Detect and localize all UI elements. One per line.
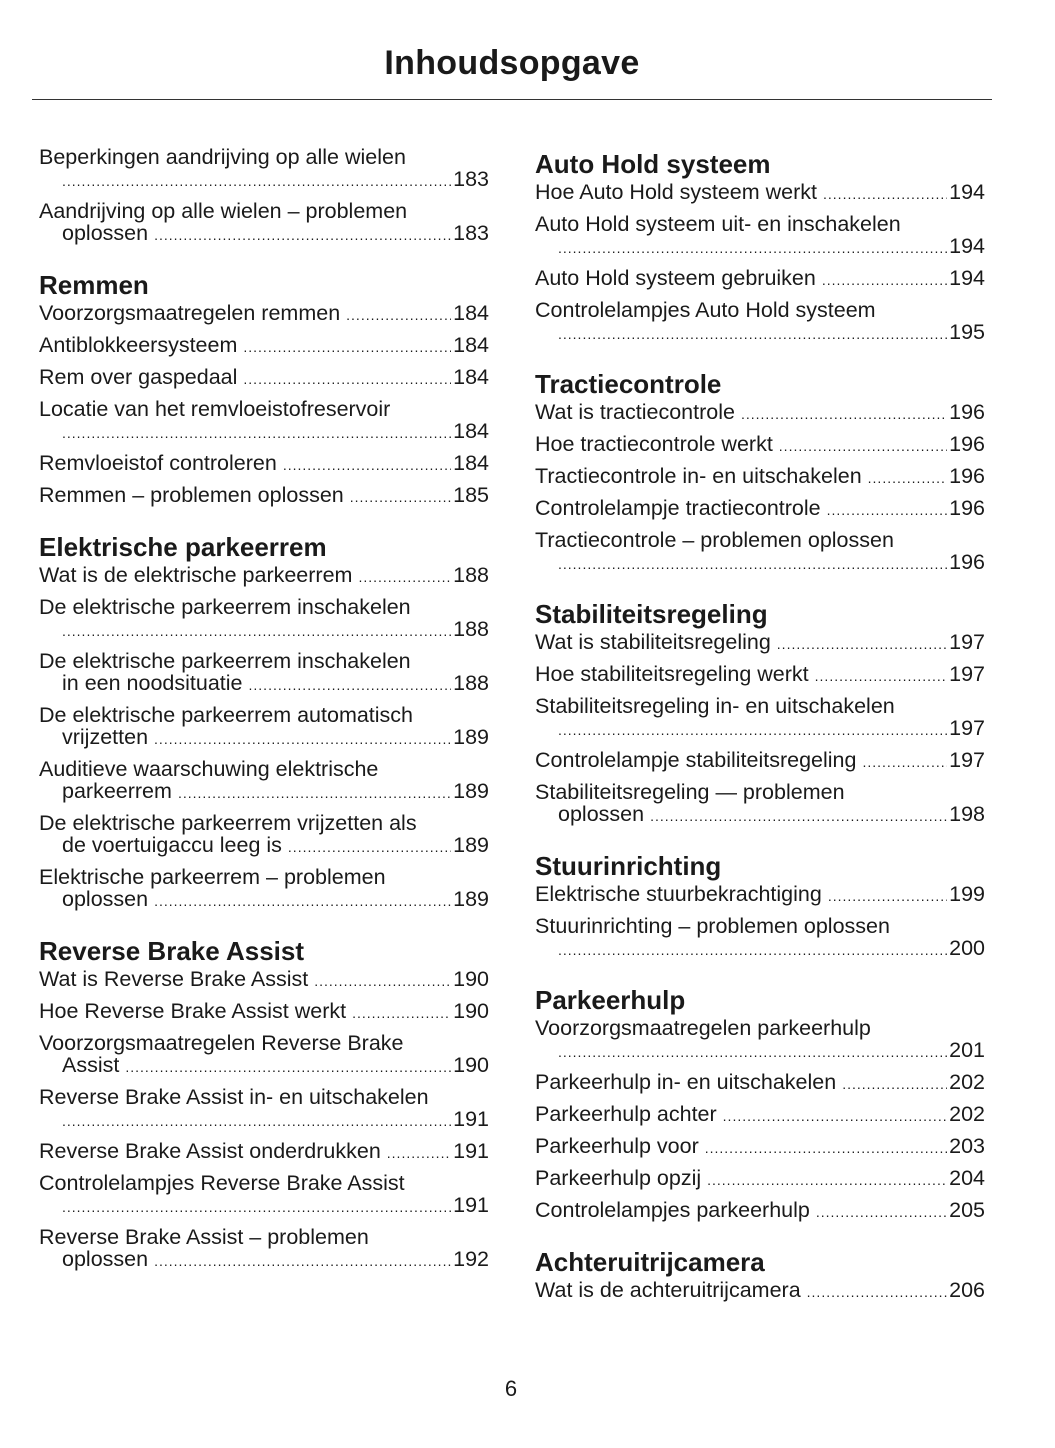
toc-column-left (39, 146, 489, 1280)
toc-entry-line (39, 222, 489, 246)
toc-entry[interactable] (39, 650, 489, 696)
dot-leader (154, 726, 451, 750)
dot-leader (723, 1103, 947, 1127)
page-ref[interactable]: 190 (453, 999, 489, 1023)
entry-title: Auditieve waarschuwing elektrische (39, 757, 379, 781)
toc-entry-line (535, 1039, 985, 1063)
dot-leader (558, 235, 947, 259)
toc-entry-line (39, 650, 489, 672)
toc-entry-line (39, 812, 489, 834)
entry-title: oplossen (62, 887, 149, 911)
toc-entry[interactable] (535, 1167, 985, 1191)
dot-leader (828, 883, 947, 907)
toc-entry-line (39, 968, 489, 992)
toc-entry[interactable] (535, 497, 985, 521)
entry-title: Assist (62, 1053, 120, 1077)
toc-entry-line (535, 1199, 985, 1223)
toc-entry[interactable] (535, 465, 985, 489)
dot-leader (816, 1199, 947, 1223)
dot-leader (288, 834, 451, 858)
page-ref[interactable]: 196 (949, 464, 985, 488)
dot-leader (558, 321, 947, 345)
toc-entry-line (39, 866, 489, 888)
page-ref[interactable]: 198 (949, 802, 985, 826)
toc-entry[interactable] (39, 866, 489, 912)
toc-entry[interactable] (535, 1135, 985, 1159)
toc-entry-line (535, 529, 985, 551)
section-heading: Tractiecontrole (535, 369, 722, 399)
toc-entry[interactable] (39, 366, 489, 390)
page-ref[interactable]: 183 (453, 167, 489, 191)
dot-leader (62, 1108, 451, 1132)
toc-entry[interactable] (39, 1226, 489, 1272)
dot-leader (283, 452, 451, 476)
toc-entry[interactable] (39, 564, 489, 588)
toc-entry-line (535, 497, 985, 521)
entry-title: Reverse Brake Assist in- en uitschakelen (39, 1085, 429, 1109)
dot-leader (862, 749, 947, 773)
entry-title: De elektrische parkeerrem automatisch (39, 703, 414, 727)
entry-title: vrijzetten (62, 725, 149, 749)
toc-entry[interactable] (39, 596, 489, 642)
entry-title: De elektrische parkeerrem inschakelen (39, 649, 411, 673)
entry-title: Stabiliteitsregeling — problemen (535, 780, 845, 804)
dot-leader (62, 1194, 451, 1218)
entry-title: Wat is stabiliteitsregeling (535, 630, 771, 654)
section-heading: Elektrische parkeerrem (39, 532, 327, 562)
entry-title: Elektrische stuurbekrachtiging (535, 882, 822, 906)
dot-leader (350, 484, 451, 508)
page-ref[interactable]: 183 (453, 221, 489, 245)
toc-entry-line (535, 663, 985, 687)
toc-entry-line (535, 695, 985, 717)
entry-title: in een noodsituatie (62, 671, 243, 695)
toc-entry[interactable] (39, 1172, 489, 1218)
page-ref[interactable]: 194 (949, 266, 985, 290)
toc-entry-line (535, 915, 985, 937)
section-heading: Stuurinrichting (535, 851, 722, 881)
dot-leader (823, 181, 947, 205)
toc-entry[interactable] (39, 1032, 489, 1078)
toc-entry-line (39, 1194, 489, 1218)
toc-entry-line (39, 596, 489, 618)
entry-title: Parkeerhulp opzij (535, 1166, 702, 1190)
entry-title: Wat is de achteruitrijcamera (535, 1278, 801, 1302)
toc-entry[interactable] (39, 398, 489, 444)
page-ref[interactable]: 199 (949, 882, 985, 906)
entry-title: Hoe stabiliteitsregeling werkt (535, 662, 809, 686)
toc-entry-line (39, 366, 489, 390)
dot-leader (777, 631, 947, 655)
toc-entry[interactable] (535, 433, 985, 457)
toc-column-right (535, 147, 985, 1311)
toc-entry[interactable] (535, 631, 985, 655)
toc-entry[interactable] (535, 213, 985, 259)
toc-entry-line (535, 803, 985, 827)
toc-entry[interactable] (535, 1103, 985, 1127)
toc-entry-line (39, 200, 489, 222)
toc-entry-line (535, 267, 985, 291)
dot-leader (822, 267, 947, 291)
toc-entry-line (535, 1135, 985, 1159)
entry-title: Controlelampjes parkeerhulp (535, 1198, 810, 1222)
toc-entry-line (39, 1226, 489, 1248)
toc-entry-line (535, 749, 985, 773)
page-ref[interactable]: 197 (949, 748, 985, 772)
toc-entry[interactable] (535, 781, 985, 827)
entry-title: Remmen – problemen oplossen (39, 483, 344, 507)
entry-title: oplossen (558, 802, 645, 826)
toc-entry-line (535, 465, 985, 489)
toc-entry-line (535, 551, 985, 575)
toc-entry[interactable] (39, 758, 489, 804)
page-ref[interactable]: 188 (453, 563, 489, 587)
toc-entry[interactable] (535, 1017, 985, 1063)
dot-leader (243, 366, 451, 390)
dot-leader (707, 1167, 947, 1191)
toc-entry-line (39, 758, 489, 780)
page-ref[interactable]: 196 (949, 400, 985, 424)
toc-entry-line (39, 1086, 489, 1108)
toc-entry-line (535, 1279, 985, 1303)
dot-leader (842, 1071, 947, 1095)
dot-leader (558, 551, 947, 575)
toc-entry-line (39, 334, 489, 358)
dot-leader (807, 1279, 947, 1303)
section-heading: Stabiliteitsregeling (535, 599, 768, 629)
entry-title: Controlelampjes Auto Hold systeem (535, 298, 876, 322)
toc-entry[interactable] (535, 695, 985, 741)
dot-leader (558, 937, 947, 961)
dot-leader (558, 1039, 947, 1063)
toc-entry[interactable] (535, 181, 985, 205)
entry-title: Stuurinrichting – problemen oplossen (535, 914, 890, 938)
toc-entry-line (39, 484, 489, 508)
page-number: 6 (504, 1376, 518, 1401)
page-ref[interactable]: 191 (453, 1139, 489, 1163)
entry-title: Parkeerhulp voor (535, 1134, 699, 1158)
section-heading: Parkeerhulp (535, 985, 686, 1015)
toc-entry[interactable] (39, 1086, 489, 1132)
entry-title: Parkeerhulp achter (535, 1102, 717, 1126)
toc-entry[interactable] (39, 452, 489, 476)
toc-entry-line (39, 1248, 489, 1272)
entry-title: Hoe Auto Hold systeem werkt (535, 180, 818, 204)
dot-leader (62, 618, 451, 642)
page-ref[interactable]: 194 (949, 180, 985, 204)
toc-entry[interactable] (39, 200, 489, 246)
page-ref[interactable]: 194 (949, 234, 985, 258)
page-ref[interactable]: 200 (949, 936, 985, 960)
page-ref[interactable]: 184 (453, 365, 489, 389)
page-ref[interactable]: 184 (453, 419, 489, 443)
toc-entry-line (535, 321, 985, 345)
page-ref[interactable]: 202 (949, 1102, 985, 1126)
dot-leader (352, 1000, 451, 1024)
dot-leader (125, 1054, 451, 1078)
toc-entry-line (39, 1032, 489, 1054)
section-heading: Achteruitrijcamera (535, 1247, 765, 1277)
toc-entry-line (39, 302, 489, 326)
toc-entry-line (39, 420, 489, 444)
toc-entry-line (535, 717, 985, 741)
toc-entry-line (535, 433, 985, 457)
entry-title: Controlelampjes Reverse Brake Assist (39, 1171, 405, 1195)
entry-title: Tractiecontrole – problemen oplossen (535, 528, 894, 552)
page-ref[interactable]: 191 (453, 1193, 489, 1217)
entry-title: Parkeerhulp in- en uitschakelen (535, 1070, 837, 1094)
toc-entry[interactable] (39, 334, 489, 358)
toc-entry-line (39, 564, 489, 588)
toc-entry[interactable] (39, 812, 489, 858)
entry-title: oplossen (62, 221, 149, 245)
toc-entry-line (535, 299, 985, 321)
entry-title: Voorzorgsmaatregelen parkeerhulp (535, 1016, 871, 1040)
toc-entry[interactable] (535, 749, 985, 773)
page-ref[interactable]: 201 (949, 1038, 985, 1062)
toc-entry-line (39, 146, 489, 168)
toc-entry[interactable] (39, 484, 489, 508)
entry-title: Controlelampje stabiliteitsregeling (535, 748, 857, 772)
entry-title: Hoe Reverse Brake Assist werkt (39, 999, 347, 1023)
dot-leader (779, 433, 947, 457)
dot-leader (868, 465, 947, 489)
section-heading: Auto Hold systeem (535, 149, 771, 179)
entry-title: Controlelampje tractiecontrole (535, 496, 821, 520)
page-title: Inhoudsopgave (384, 44, 640, 82)
page-ref[interactable]: 184 (453, 333, 489, 357)
page-ref[interactable]: 191 (453, 1107, 489, 1131)
entry-title: Tractiecontrole in- en uitschakelen (535, 464, 862, 488)
dot-leader (827, 497, 948, 521)
page-ref[interactable]: 196 (949, 496, 985, 520)
page-ref[interactable]: 190 (453, 1053, 489, 1077)
toc-entry[interactable] (39, 704, 489, 750)
toc-entry-line (535, 401, 985, 425)
entry-title: Aandrijving op alle wielen – problemen (39, 199, 408, 223)
toc-entry[interactable] (39, 968, 489, 992)
toc-entry-line (535, 213, 985, 235)
page-ref[interactable]: 184 (453, 301, 489, 325)
toc-entry[interactable] (535, 1199, 985, 1223)
dot-leader (358, 564, 451, 588)
toc-entry-line (39, 1000, 489, 1024)
entry-title: Wat is Reverse Brake Assist (39, 967, 309, 991)
toc-entry-line (535, 1071, 985, 1095)
dot-leader (178, 780, 451, 804)
toc-entry-line (535, 781, 985, 803)
dot-leader (815, 663, 947, 687)
section-heading: Remmen (39, 270, 149, 300)
toc-entry-line (39, 672, 489, 696)
toc-entry[interactable] (535, 915, 985, 961)
dot-leader (346, 302, 451, 326)
section-heading: Reverse Brake Assist (39, 936, 304, 966)
entry-title: Voorzorgsmaatregelen remmen (39, 301, 341, 325)
toc-entry[interactable] (535, 1279, 985, 1303)
page-ref[interactable]: 205 (949, 1198, 985, 1222)
entry-title: Remvloeistof controleren (39, 451, 277, 475)
toc-entry-line (39, 618, 489, 642)
toc-entry-line (535, 1017, 985, 1039)
toc-entry[interactable] (39, 1000, 489, 1024)
dot-leader (62, 420, 451, 444)
entry-title: de voertuigaccu leeg is (62, 833, 282, 857)
toc-entry-line (535, 883, 985, 907)
page-ref[interactable]: 206 (949, 1278, 985, 1302)
entry-title: Voorzorgsmaatregelen Reverse Brake (39, 1031, 404, 1055)
dot-leader (243, 334, 451, 358)
toc-entry[interactable] (39, 302, 489, 326)
toc-entry[interactable] (39, 1140, 489, 1164)
toc-entry-line (39, 704, 489, 726)
dot-leader (154, 1248, 451, 1272)
dot-leader (314, 968, 451, 992)
entry-title: Rem over gaspedaal (39, 365, 238, 389)
toc-entry-line (39, 1172, 489, 1194)
dot-leader (741, 401, 947, 425)
toc-entry[interactable] (535, 663, 985, 687)
toc-entry-line (39, 834, 489, 858)
page-ref[interactable]: 184 (453, 451, 489, 475)
page-ref[interactable]: 188 (453, 671, 489, 695)
toc-entry-line (535, 235, 985, 259)
toc-entry-line (39, 726, 489, 750)
entry-title: Antiblokkeersysteem (39, 333, 238, 357)
toc-entry-line (39, 1140, 489, 1164)
entry-title: De elektrische parkeerrem inschakelen (39, 595, 411, 619)
dot-leader (558, 717, 947, 741)
entry-title: Reverse Brake Assist onderdrukken (39, 1139, 381, 1163)
dot-leader (650, 803, 947, 827)
toc-entry-line (535, 937, 985, 961)
toc-entry-line (39, 398, 489, 420)
page-ref[interactable]: 197 (949, 716, 985, 740)
dot-leader (62, 168, 451, 192)
page-ref[interactable]: 189 (453, 779, 489, 803)
dot-leader (705, 1135, 947, 1159)
entry-title: Elektrische parkeerrem – problemen (39, 865, 386, 889)
page-ref[interactable]: 189 (453, 833, 489, 857)
toc-entry[interactable] (535, 401, 985, 425)
entry-title: Auto Hold systeem uit- en inschakelen (535, 212, 901, 236)
page-ref[interactable]: 197 (949, 630, 985, 654)
toc-entry-line (39, 1054, 489, 1078)
dot-leader (154, 222, 451, 246)
toc-entry-line (39, 888, 489, 912)
dot-leader (154, 888, 451, 912)
entry-title: Reverse Brake Assist – problemen (39, 1225, 369, 1249)
page-ref[interactable]: 203 (949, 1134, 985, 1158)
entry-title: Stabiliteitsregeling in- en uitschakelen (535, 694, 895, 718)
title-divider (32, 99, 992, 100)
page-ref[interactable]: 192 (453, 1247, 489, 1271)
entry-title: Beperkingen aandrijving op alle wielen (39, 145, 406, 169)
entry-title: Hoe tractiecontrole werkt (535, 432, 773, 456)
page-ref[interactable]: 196 (949, 432, 985, 456)
toc-entry-line (535, 1103, 985, 1127)
entry-title: Wat is de elektrische parkeerrem (39, 563, 353, 587)
page-ref[interactable]: 196 (949, 550, 985, 574)
dot-leader (249, 672, 452, 696)
page-ref[interactable]: 185 (453, 483, 489, 507)
toc-entry-line (39, 452, 489, 476)
page-ref[interactable]: 190 (453, 967, 489, 991)
toc-entry-line (39, 168, 489, 192)
toc-entry[interactable] (535, 299, 985, 345)
page-ref[interactable]: 189 (453, 887, 489, 911)
page-ref[interactable]: 204 (949, 1166, 985, 1190)
toc-entry-line (535, 181, 985, 205)
page-ref[interactable]: 195 (949, 320, 985, 344)
page-ref[interactable]: 202 (949, 1070, 985, 1094)
dot-leader (387, 1140, 451, 1164)
page-ref[interactable]: 197 (949, 662, 985, 686)
entry-title: oplossen (62, 1247, 149, 1271)
page-ref[interactable]: 189 (453, 725, 489, 749)
entry-title: parkeerrem (62, 779, 172, 803)
toc-entry-line (535, 631, 985, 655)
page-ref[interactable]: 188 (453, 617, 489, 641)
entry-title: Wat is tractiecontrole (535, 400, 735, 424)
toc-entry-line (39, 1108, 489, 1132)
entry-title: Auto Hold systeem gebruiken (535, 266, 816, 290)
toc-entry-line (535, 1167, 985, 1191)
toc-entry[interactable] (535, 267, 985, 291)
toc-entry[interactable] (535, 1071, 985, 1095)
toc-entry[interactable] (535, 883, 985, 907)
entry-title: Locatie van het remvloeistofreservoir (39, 397, 391, 421)
entry-title: De elektrische parkeerrem vrijzetten als (39, 811, 417, 835)
toc-entry[interactable] (535, 529, 985, 575)
toc-entry[interactable] (39, 146, 489, 192)
toc-entry-line (39, 780, 489, 804)
